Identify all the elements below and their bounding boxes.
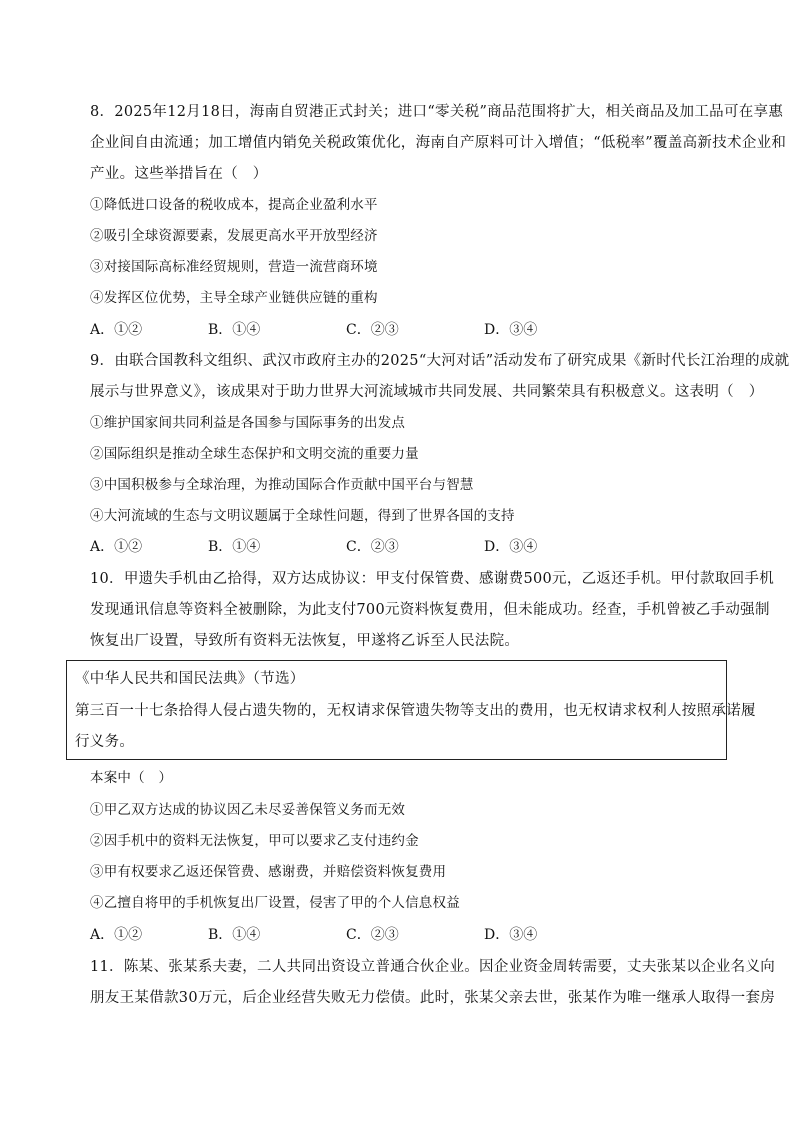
question-9-choices xyxy=(90,532,730,563)
question-9-option-1: ①维护国家间共同利益是各国参与国际事务的出发点 xyxy=(90,415,406,431)
question-11-line-1: 11．陈某、张某系夫妻，二人共同出资设立普通合伙企业。因企业资金周转需要，丈夫张某以企业名义向 xyxy=(90,959,776,975)
question-10-prompt: 本案中（ ） xyxy=(90,770,173,786)
question-9-option-4: ④大河流域的生态与文明议题属于全球性问题，得到了世界各国的支持 xyxy=(90,508,515,524)
question-10-option-1: ①甲乙双方达成的协议因乙未尽妥善保管义务而无效 xyxy=(90,802,406,818)
question-10-option-4: ④乙擅自将甲的手机恢复出厂设置，侵害了甲的个人信息权益 xyxy=(90,895,460,911)
excerpt-line-1: 第三百一十七条拾得人侵占遗失物的，无权请求保管遗失物等支出的费用，也无权请求权利人按照承诺履 xyxy=(75,703,756,719)
question-8-option-2: ②吸引全球资源要素，发展更高水平开放型经济 xyxy=(90,228,378,244)
choice-a[interactable]: A．①② xyxy=(90,322,143,338)
question-9-option-3: ③中国积极参与全球治理，为推动国际合作贡献中国平台与智慧 xyxy=(90,477,474,493)
question-8-line-1: 8．2025年12月18日，海南自贸港正式封关；进口“零关税”商品范围将扩大，相关商品及加工品可在享惠 xyxy=(90,104,784,120)
choice-b[interactable]: B．①④ xyxy=(208,927,261,943)
choice-c[interactable]: C．②③ xyxy=(346,322,399,338)
question-8-option-3: ③对接国际高标准经贸规则，营造一流营商环境 xyxy=(90,259,378,275)
choice-c[interactable]: C．②③ xyxy=(346,539,399,555)
question-8-line-3: 产业。这些举措旨在（ ） xyxy=(90,166,268,182)
question-10-option-2: ②因手机中的资料无法恢复，甲可以要求乙支付违约金 xyxy=(90,833,419,849)
question-8-stem xyxy=(90,97,787,190)
question-10-option-3: ③甲有权要求乙返还保管费、感谢费，并赔偿资料恢复费用 xyxy=(90,864,447,880)
question-11-stem xyxy=(90,952,776,1014)
question-10-line-3: 恢复出厂设置，导致所有资料无法恢复，甲遂将乙诉至人民法院。 xyxy=(90,633,520,649)
question-8-option-1: ①降低进口设备的税收成本，提高企业盈利水平 xyxy=(90,197,378,213)
excerpt-line-2: 行义务。 xyxy=(75,734,135,750)
question-9-line-1: 9．由联合国教科文组织、武汉市政府主办的2025“大河对话”活动发布了研究成果《新时代长江治理的成就 xyxy=(90,353,790,369)
question-10-choices xyxy=(90,920,730,951)
choice-d[interactable]: D．③④ xyxy=(484,322,538,338)
question-10-line-2: 发现通讯信息等资料全被删除，为此支付700元资料恢复费用，但未能成功。经查，手机曾被乙手动强制 xyxy=(90,602,770,618)
choice-d[interactable]: D．③④ xyxy=(484,539,538,555)
choice-a[interactable]: A．①② xyxy=(90,927,143,943)
choice-b[interactable]: B．①④ xyxy=(208,322,261,338)
excerpt-title: 《中华人民共和国民法典》（节选） xyxy=(75,671,305,687)
question-9-stem xyxy=(90,346,790,408)
question-9-line-2: 展示与世界意义》，该成果对于助力世界大河流域城市共同发展、共同繁荣具有积极意义。这表明（ ） xyxy=(90,384,764,400)
question-10-line-1: 10．甲遗失手机由乙拾得，双方达成协议：甲支付保管费、感谢费500元，乙返还手机。甲付款取回手机 xyxy=(90,571,775,587)
civil-code-excerpt-box xyxy=(66,660,756,760)
choice-d[interactable]: D．③④ xyxy=(484,927,538,943)
choice-b[interactable]: B．①④ xyxy=(208,539,261,555)
choice-c[interactable]: C．②③ xyxy=(346,927,399,943)
question-11-line-2: 朋友王某借款30万元，后企业经营失败无力偿债。此时，张某父亲去世，张某作为唯一继承人取得一套房 xyxy=(90,990,776,1006)
question-9-option-2: ②国际组织是推动全球生态保护和文明交流的重要力量 xyxy=(90,446,419,462)
question-8-line-2: 企业间自由流通；加工增值内销免关税政策优化，海南自产原料可计入增值；“低税率”覆盖高新技术企业和 xyxy=(90,135,787,151)
question-8-choices xyxy=(90,315,730,346)
question-8-option-4: ④发挥区位优势，主导全球产业链供应链的重构 xyxy=(90,290,378,306)
question-10-stem xyxy=(90,564,775,657)
choice-a[interactable]: A．①② xyxy=(90,539,143,555)
